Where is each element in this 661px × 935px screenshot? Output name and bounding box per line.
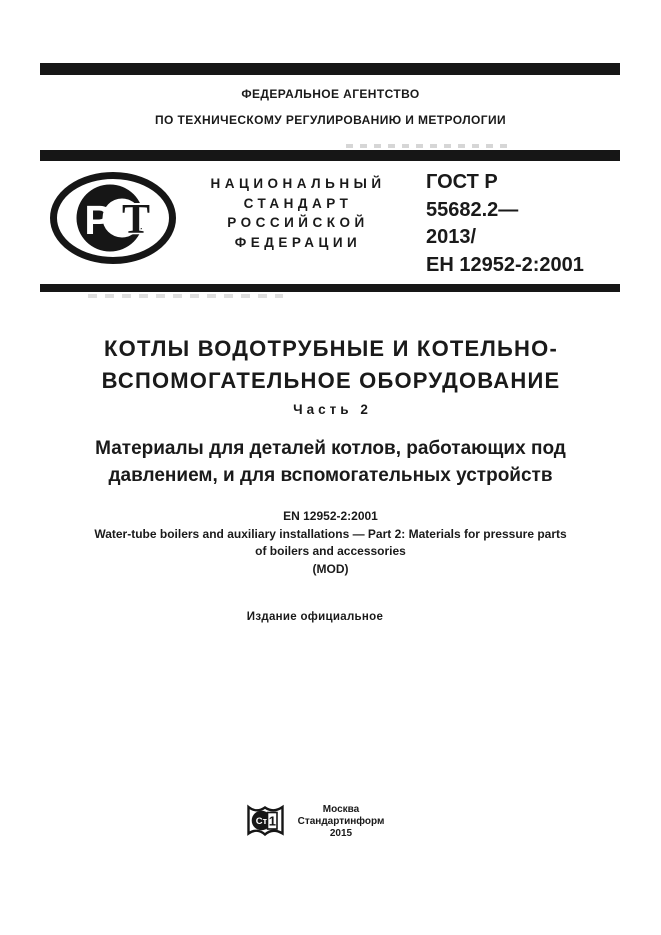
main-title-line-1: КОТЛЫ ВОДОТРУБНЫЕ И КОТЕЛЬНО- xyxy=(104,336,558,361)
standard-designation-block xyxy=(426,169,626,279)
main-title-line-2: ВСПОМОГАТЕЛЬНОЕ ОБОРУДОВАНИЕ xyxy=(101,367,561,393)
designation-line: ЕН 12952-2:2001 xyxy=(426,253,584,276)
subtitle xyxy=(0,435,661,489)
standard-type-block xyxy=(193,174,399,252)
edition-note: Издание официальное xyxy=(246,611,384,623)
standartinform-logo-icon xyxy=(247,804,284,838)
middle-rule xyxy=(40,150,620,161)
subtitle-line-2: давлением, и для вспомогательных устройств xyxy=(108,465,553,486)
imprint-block xyxy=(291,804,391,840)
scan-noise-mark xyxy=(346,144,508,148)
part-label: Часть 2 xyxy=(293,402,372,417)
scan-noise-mark xyxy=(88,294,283,298)
subtitle-line-1: Материалы для деталей котлов, работающих под xyxy=(95,438,566,459)
designation-line: ГОСТ Р xyxy=(426,171,498,193)
standard-type-line: РОССИЙСКОЙ xyxy=(227,215,369,230)
standard-type-line: ФЕДЕРАЦИИ xyxy=(234,234,362,250)
rst-letter-p: Р xyxy=(84,197,112,243)
designation-line: 55682.2— xyxy=(426,198,519,221)
rst-letter-t: Т xyxy=(121,197,151,243)
standartinform-one-label: 1 xyxy=(268,813,277,829)
en-title-line-2: of boilers and accessories xyxy=(255,544,406,558)
lower-rule xyxy=(40,284,620,292)
imprint-publisher: Стандартинформ xyxy=(297,816,385,827)
rst-conformity-mark-icon xyxy=(49,172,177,265)
top-rule xyxy=(40,63,620,75)
standard-type-line: СТАНДАРТ xyxy=(243,195,353,211)
imprint-year: 2015 xyxy=(329,828,353,839)
main-title xyxy=(0,333,661,396)
agency-line-1: ФЕДЕРАЛЬНОЕ АГЕНТСТВО xyxy=(241,87,420,101)
en-mod-label: (MOD) xyxy=(312,561,349,576)
standard-type-line: НАЦИОНАЛЬНЫЙ xyxy=(210,176,386,191)
agency-line-2: ПО ТЕХНИЧЕСКОМУ РЕГУЛИРОВАНИЮ И МЕТРОЛОГИИ xyxy=(154,113,507,127)
imprint-city: Москва xyxy=(322,804,360,815)
en-reference: EN 12952-2:2001 xyxy=(283,509,378,523)
en-title-line-1: Water-tube boilers and auxiliary installations — Part 2: Materials for pressure parts xyxy=(94,526,567,541)
standartinform-circle-label: Ст xyxy=(255,816,268,827)
designation-line: 2013/ xyxy=(426,226,477,248)
english-reference-block xyxy=(20,508,641,578)
